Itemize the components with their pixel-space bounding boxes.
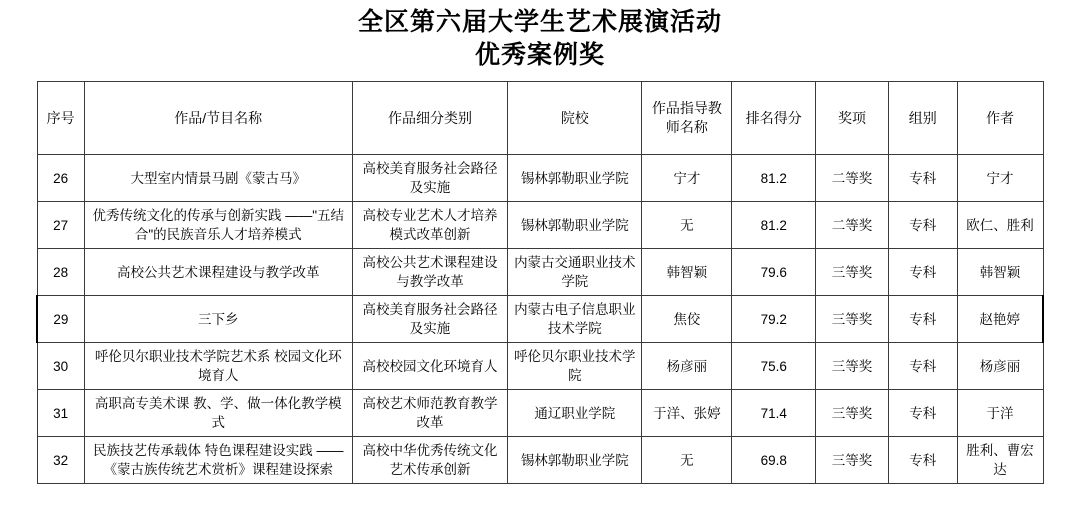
cell-teacher: 宁才	[642, 155, 732, 202]
cell-category: 高校艺术师范教育教学改革	[352, 390, 508, 437]
cell-school: 内蒙古交通职业技术学院	[508, 249, 642, 296]
cell-group: 专科	[888, 343, 957, 390]
cell-category: 高校公共艺术课程建设与教学改革	[352, 249, 508, 296]
cell-school: 内蒙古电子信息职业技术学院	[508, 296, 642, 343]
cell-work: 大型室内情景马剧《蒙古马》	[84, 155, 352, 202]
table-row	[37, 202, 1043, 249]
cell-author: 宁才	[957, 155, 1043, 202]
cell-school: 锡林郭勒职业学院	[508, 437, 642, 484]
cell-category: 高校校园文化环境育人	[352, 343, 508, 390]
cell-award: 三等奖	[816, 249, 889, 296]
cell-no: 27	[37, 202, 84, 249]
cell-no: 26	[37, 155, 84, 202]
column-header-no: 序号	[37, 82, 84, 155]
title-line-2: 优秀案例奖	[474, 41, 605, 69]
cell-work: 优秀传统文化的传承与创新实践 ——"五结合"的民族音乐人才培养模式	[84, 202, 352, 249]
column-header-school: 院校	[508, 82, 642, 155]
cell-teacher: 杨彦丽	[642, 343, 732, 390]
column-header-category: 作品细分类别	[352, 82, 508, 155]
cell-award: 三等奖	[816, 390, 889, 437]
cell-award: 二等奖	[816, 202, 889, 249]
table-body	[37, 155, 1043, 484]
column-header-award: 奖项	[816, 82, 889, 155]
title-line-1: 全区第六届大学生艺术展演活动	[357, 8, 722, 36]
cell-group: 专科	[888, 437, 957, 484]
cell-work: 呼伦贝尔职业技术学院艺术系 校园文化环境育人	[84, 343, 352, 390]
table-row	[37, 343, 1043, 390]
table-header	[37, 82, 1043, 155]
table-row-highlighted	[37, 296, 1043, 343]
cell-no: 32	[37, 437, 84, 484]
cell-no: 31	[37, 390, 84, 437]
cell-school: 锡林郭勒职业学院	[508, 202, 642, 249]
cell-score: 81.2	[732, 155, 816, 202]
cell-group: 专科	[888, 155, 957, 202]
cell-category: 高校中华优秀传统文化艺术传承创新	[352, 437, 508, 484]
cell-score: 69.8	[732, 437, 816, 484]
cell-no: 30	[37, 343, 84, 390]
column-header-group: 组别	[888, 82, 957, 155]
award-table	[36, 81, 1044, 484]
cell-category: 高校美育服务社会路径及实施	[352, 296, 508, 343]
document-title	[0, 0, 1080, 72]
cell-award: 三等奖	[816, 296, 889, 343]
cell-no: 29	[37, 296, 84, 343]
cell-group: 专科	[888, 390, 957, 437]
cell-award: 三等奖	[816, 343, 889, 390]
cell-teacher: 无	[642, 202, 732, 249]
table-row	[37, 249, 1043, 296]
cell-author: 胜利、曹宏达	[957, 437, 1043, 484]
cell-school: 锡林郭勒职业学院	[508, 155, 642, 202]
cell-school: 通辽职业学院	[508, 390, 642, 437]
cell-category: 高校美育服务社会路径及实施	[352, 155, 508, 202]
cell-award: 二等奖	[816, 155, 889, 202]
cell-author: 于洋	[957, 390, 1043, 437]
column-header-score: 排名得分	[732, 82, 816, 155]
cell-author: 杨彦丽	[957, 343, 1043, 390]
cell-work: 高校公共艺术课程建设与教学改革	[84, 249, 352, 296]
award-table-wrapper	[36, 81, 1044, 484]
cell-work: 高职高专美术课 教、学、做一体化教学模式	[84, 390, 352, 437]
table-header-row	[37, 82, 1043, 155]
cell-score: 79.2	[732, 296, 816, 343]
cell-author: 欧仁、胜利	[957, 202, 1043, 249]
column-header-teacher: 作品指导教师名称	[642, 82, 732, 155]
cell-award: 三等奖	[816, 437, 889, 484]
table-row	[37, 390, 1043, 437]
cell-work: 三下乡	[84, 296, 352, 343]
cell-teacher: 无	[642, 437, 732, 484]
cell-teacher: 于洋、张婷	[642, 390, 732, 437]
cell-no: 28	[37, 249, 84, 296]
cell-score: 79.6	[732, 249, 816, 296]
cell-school: 呼伦贝尔职业技术学院	[508, 343, 642, 390]
table-row	[37, 437, 1043, 484]
column-header-author: 作者	[957, 82, 1043, 155]
cell-work: 民族技艺传承载体 特色课程建设实践 ——《蒙古族传统艺术赏析》课程建设探索	[84, 437, 352, 484]
cell-teacher: 韩智颖	[642, 249, 732, 296]
column-header-work: 作品/节目名称	[84, 82, 352, 155]
cell-score: 71.4	[732, 390, 816, 437]
cell-group: 专科	[888, 202, 957, 249]
cell-author: 韩智颖	[957, 249, 1043, 296]
cell-teacher: 焦佼	[642, 296, 732, 343]
cell-author: 赵艳婷	[957, 296, 1043, 343]
cell-group: 专科	[888, 296, 957, 343]
cell-score: 81.2	[732, 202, 816, 249]
cell-score: 75.6	[732, 343, 816, 390]
cell-group: 专科	[888, 249, 957, 296]
cell-category: 高校专业艺术人才培养模式改革创新	[352, 202, 508, 249]
table-row	[37, 155, 1043, 202]
